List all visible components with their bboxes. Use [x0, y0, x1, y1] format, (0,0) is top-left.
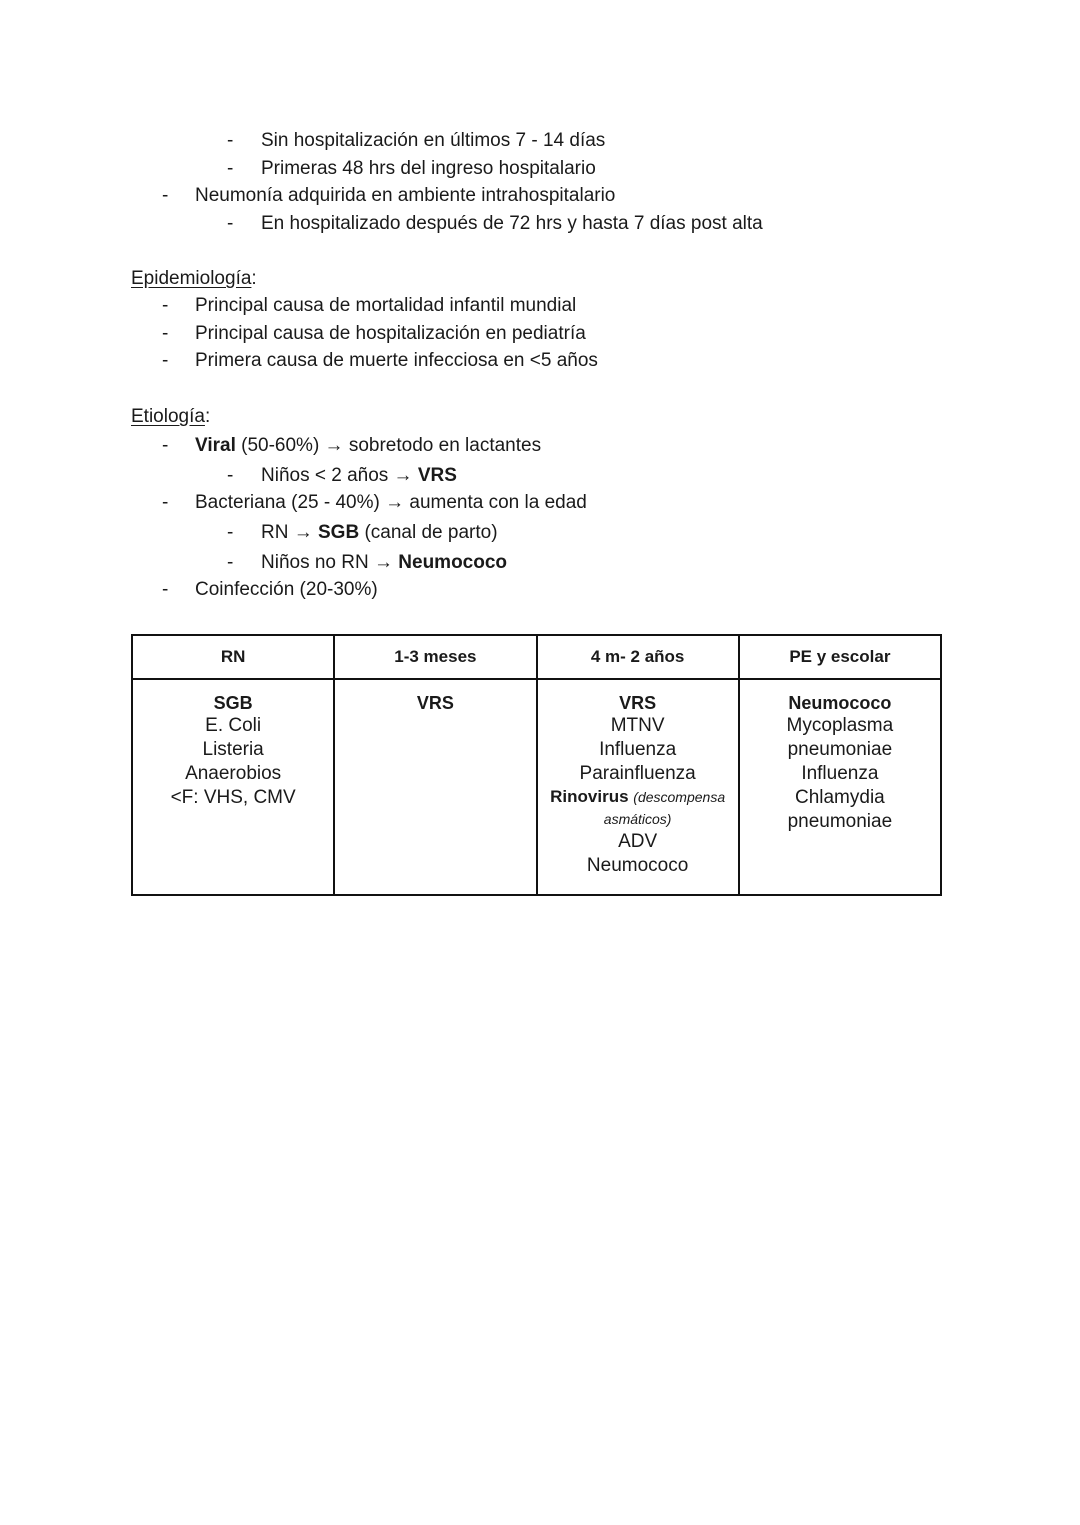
- intro-line-2: Primeras 48 hrs del ingreso hospitalario: [261, 158, 596, 179]
- bullet-dash: -: [162, 579, 169, 600]
- etio-viral-rest: (50-60%) → sobretodo en lactantes: [235, 435, 542, 456]
- cell-item: Anaerobios: [185, 763, 282, 784]
- table-header: 4 m- 2 años: [537, 635, 739, 679]
- cell-item: Chlamydia: [794, 787, 885, 808]
- cell-item: ADV: [618, 831, 658, 852]
- cell-item: Listeria: [202, 739, 264, 760]
- bullet-dash: -: [227, 130, 234, 151]
- rinovirus-bold: Rinovirus: [550, 787, 629, 806]
- etiologia-heading: [131, 405, 210, 429]
- table-header: PE y escolar: [739, 635, 941, 679]
- etiology-table: [131, 634, 942, 896]
- etio-coinfeccion: Coinfección (20-30%): [195, 579, 378, 600]
- table-cell-pe-escolar: [739, 679, 941, 895]
- intro-line-3: Neumonía adquirida en ambiente intrahospitalario: [195, 185, 616, 206]
- cell-primary: VRS: [416, 693, 454, 713]
- cell-item: E. Coli: [205, 715, 262, 736]
- cell-item: MTNV: [610, 715, 665, 736]
- cell-rinovirus: [542, 786, 734, 830]
- etiologia-heading-text: Etiología: [131, 406, 205, 427]
- epi-item: Primera causa de muerte infecciosa en <5 años: [195, 350, 598, 371]
- bullet-dash: -: [227, 522, 234, 543]
- bullet-dash: -: [162, 492, 169, 513]
- epidemiologia-heading: [131, 267, 257, 291]
- etio-rn: [261, 521, 498, 545]
- etio-rn-bold: SGB: [318, 522, 360, 543]
- cell-item: pneumoniae: [787, 739, 893, 760]
- bullet-dash: -: [227, 552, 234, 573]
- cell-item: Neumococo: [586, 855, 689, 876]
- cell-item: <F: VHS, CMV: [170, 787, 296, 808]
- rinovirus-note: (descompensa asmáticos): [603, 789, 726, 827]
- bullet-dash: -: [162, 435, 169, 456]
- table-cell-4m-2-anos: [537, 679, 739, 895]
- cell-primary: SGB: [213, 693, 253, 713]
- table-header-row: [132, 635, 941, 679]
- etio-no-rn-text: Niños no RN →: [261, 552, 399, 573]
- etio-no-rn-bold: Neumococo: [398, 552, 508, 573]
- epidemiologia-heading-text: Epidemiología: [131, 268, 252, 289]
- table-header: RN: [132, 635, 334, 679]
- etio-no-rn: [261, 551, 507, 575]
- etio-viral-sub: [261, 464, 457, 488]
- etio-viral-sub-text: Niños < 2 años →: [261, 465, 418, 486]
- cell-primary: VRS: [619, 693, 657, 713]
- cell-item: Influenza: [801, 763, 879, 784]
- etio-viral-sub-bold: VRS: [417, 465, 457, 486]
- bullet-dash: -: [227, 465, 234, 486]
- heading-colon: :: [204, 406, 211, 427]
- table-header: 1-3 meses: [334, 635, 536, 679]
- etio-bacteriana: Bacteriana (25 - 40%) → aumenta con la edad: [195, 492, 587, 513]
- bullet-dash: -: [162, 323, 169, 344]
- cell-item: Parainfluenza: [579, 763, 696, 784]
- epi-item: Principal causa de hospitalización en pediatría: [195, 323, 586, 344]
- etio-rn-rest: (canal de parto): [359, 522, 498, 543]
- bullet-dash: -: [162, 185, 169, 206]
- bullet-dash: -: [162, 350, 169, 371]
- epi-item: Principal causa de mortalidad infantil mundial: [195, 295, 577, 316]
- intro-line-1: Sin hospitalización en últimos 7 - 14 días: [261, 130, 606, 151]
- table-cell-1-3-meses: [334, 679, 536, 895]
- etio-viral: [195, 434, 541, 458]
- bullet-dash: -: [162, 295, 169, 316]
- intro-line-4: En hospitalizado después de 72 hrs y hasta 7 días post alta: [261, 213, 763, 234]
- heading-colon: :: [251, 268, 257, 289]
- etio-viral-bold: Viral: [195, 435, 236, 456]
- table-cell-rn: [132, 679, 334, 895]
- cell-primary: Neumococo: [788, 693, 892, 713]
- bullet-dash: -: [227, 158, 234, 179]
- cell-item: Mycoplasma: [786, 715, 894, 736]
- cell-item: Influenza: [599, 739, 677, 760]
- bullet-dash: -: [227, 213, 234, 234]
- table-row: [132, 679, 941, 895]
- etio-rn-text: RN →: [261, 522, 318, 543]
- cell-item: pneumoniae: [787, 811, 893, 832]
